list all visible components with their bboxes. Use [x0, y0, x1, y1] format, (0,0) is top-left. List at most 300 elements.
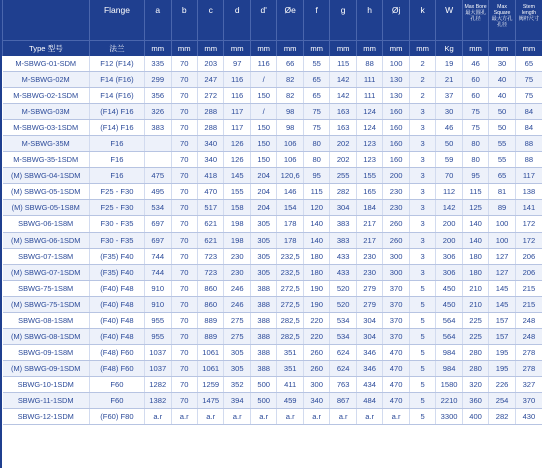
flange-cell: (F48) F60	[89, 360, 144, 376]
value-cell: 889	[197, 328, 223, 344]
value-cell: 306	[436, 264, 462, 280]
table-row	[3, 376, 542, 392]
value-cell: 217	[356, 216, 382, 232]
flange-cell: F60	[89, 376, 144, 392]
table-row	[3, 56, 542, 72]
value-cell: 624	[330, 344, 356, 360]
value-cell: 70	[171, 248, 197, 264]
column-header: b	[171, 0, 197, 41]
value-cell: 70	[171, 104, 197, 120]
unit-header: mm	[330, 41, 356, 57]
value-cell: 356	[145, 88, 171, 104]
column-header: Stem length 阀杆尺寸	[515, 0, 542, 41]
value-cell: 226	[489, 376, 515, 392]
value-cell: 70	[171, 264, 197, 280]
value-cell: 204	[250, 200, 276, 216]
value-cell: 127	[489, 264, 515, 280]
value-cell: 744	[145, 248, 171, 264]
flange-cell: (F40) F48	[89, 328, 144, 344]
value-cell: 55	[489, 136, 515, 152]
table-row	[3, 312, 542, 328]
type-cell: M-SBWG-02-1SDM	[3, 88, 90, 104]
flange-cell: F60	[89, 392, 144, 408]
value-cell: 225	[462, 312, 488, 328]
value-cell: 70	[171, 216, 197, 232]
value-cell: 470	[383, 376, 409, 392]
value-cell: 723	[197, 248, 223, 264]
table-row	[3, 88, 542, 104]
value-cell: 160	[383, 136, 409, 152]
unit-header-row	[3, 41, 542, 57]
value-cell: 46	[436, 120, 462, 136]
value-cell: a.r	[224, 409, 250, 425]
value-cell: 70	[171, 152, 197, 168]
flange-cell: F14 (F16)	[89, 72, 144, 88]
flange-cell: (F48) F60	[89, 344, 144, 360]
value-cell: 50	[436, 136, 462, 152]
value-cell: 288	[197, 104, 223, 120]
value-cell: 3	[409, 184, 435, 200]
type-cell: SBWG-09-1S8M	[3, 344, 90, 360]
value-cell: 202	[330, 136, 356, 152]
table-row	[3, 184, 542, 200]
value-cell: 142	[330, 72, 356, 88]
value-cell: 70	[171, 392, 197, 408]
value-cell: 120,6	[277, 168, 303, 184]
value-cell: 60	[462, 88, 488, 104]
value-cell: 65	[303, 88, 329, 104]
table-row	[3, 104, 542, 120]
value-cell: 75	[303, 104, 329, 120]
value-cell: 40	[489, 72, 515, 88]
value-cell: 248	[515, 312, 542, 328]
value-cell: 370	[383, 328, 409, 344]
value-cell: /	[250, 72, 276, 88]
flange-cell: F30 - F35	[89, 216, 144, 232]
value-cell: 178	[277, 216, 303, 232]
value-cell: 300	[383, 248, 409, 264]
value-cell: a.r	[250, 409, 276, 425]
value-cell: 70	[171, 376, 197, 392]
table-row	[3, 296, 542, 312]
value-cell: 80	[462, 152, 488, 168]
value-cell: 3	[409, 152, 435, 168]
value-cell: 98	[277, 104, 303, 120]
value-cell: 163	[330, 104, 356, 120]
value-cell: 2	[409, 56, 435, 72]
type-cell: (M) SBWG-04-1SDM	[3, 168, 90, 184]
value-cell: 84	[515, 120, 542, 136]
value-cell: 230	[383, 184, 409, 200]
value-cell: 70	[171, 184, 197, 200]
type-cell: M-SBWG-02M	[3, 72, 90, 88]
value-cell: 204	[250, 168, 276, 184]
type-cell: SBWG-07-1S8M	[3, 248, 90, 264]
value-cell: 3300	[436, 409, 462, 425]
value-cell: 470	[383, 344, 409, 360]
unit-header: mm	[303, 41, 329, 57]
table-body	[3, 56, 542, 425]
value-cell: 388	[250, 344, 276, 360]
value-cell: 70	[171, 312, 197, 328]
value-cell: 246	[224, 296, 250, 312]
value-cell: 305	[224, 344, 250, 360]
unit-header: mm	[197, 41, 223, 57]
value-cell: 299	[145, 72, 171, 88]
value-cell: 40	[489, 88, 515, 104]
value-cell: 232,5	[277, 248, 303, 264]
value-cell: 140	[462, 216, 488, 232]
unit-header: mm	[462, 41, 488, 57]
column-header: h	[356, 0, 382, 41]
value-cell: 3	[409, 136, 435, 152]
value-cell: 910	[145, 280, 171, 296]
value-cell: 157	[489, 312, 515, 328]
value-cell: 198	[224, 216, 250, 232]
value-cell: 158	[224, 200, 250, 216]
value-cell: 984	[436, 360, 462, 376]
value-cell: 697	[145, 232, 171, 248]
value-cell: 180	[462, 264, 488, 280]
value-cell: 450	[436, 280, 462, 296]
value-cell: 157	[489, 328, 515, 344]
value-cell: 272	[197, 88, 223, 104]
value-cell: 172	[515, 232, 542, 248]
value-cell: 500	[250, 392, 276, 408]
value-cell: 1061	[197, 360, 223, 376]
value-cell: a.r	[145, 409, 171, 425]
value-cell: 130	[383, 72, 409, 88]
type-cell: M-SBWG-35M	[3, 136, 90, 152]
value-cell: 203	[197, 56, 223, 72]
value-cell: 300	[303, 376, 329, 392]
table-row	[3, 72, 542, 88]
value-cell: 116	[224, 88, 250, 104]
value-cell: 70	[171, 56, 197, 72]
value-cell: 126	[224, 152, 250, 168]
value-cell: 3	[409, 232, 435, 248]
flange-header: 法兰	[89, 41, 144, 57]
value-cell: 202	[330, 152, 356, 168]
value-cell: 1259	[197, 376, 223, 392]
value-cell: 534	[330, 312, 356, 328]
value-cell: 470	[197, 184, 223, 200]
value-cell: 98	[277, 120, 303, 136]
value-cell: 475	[145, 168, 171, 184]
value-cell: 84	[515, 104, 542, 120]
flange-cell: (F14) F16	[89, 120, 144, 136]
value-cell: 106	[277, 152, 303, 168]
value-cell: 59	[436, 152, 462, 168]
value-cell: 206	[515, 264, 542, 280]
value-cell: 117	[515, 168, 542, 184]
unit-header: mm	[409, 41, 435, 57]
value-cell: 160	[383, 120, 409, 136]
flange-cell: (F35) F40	[89, 248, 144, 264]
value-cell: 3	[409, 120, 435, 136]
type-header: Type 型号	[3, 41, 90, 57]
value-cell: 246	[224, 280, 250, 296]
value-cell: 517	[197, 200, 223, 216]
value-cell: 81	[489, 184, 515, 200]
value-cell: 220	[303, 312, 329, 328]
value-cell: 198	[224, 232, 250, 248]
value-cell: 272,5	[277, 280, 303, 296]
value-cell: 1475	[197, 392, 223, 408]
value-cell: 225	[462, 328, 488, 344]
value-cell: 75	[515, 88, 542, 104]
value-cell: 763	[330, 376, 356, 392]
column-header: k	[409, 0, 435, 41]
value-cell: 434	[356, 376, 382, 392]
value-cell: 172	[515, 216, 542, 232]
value-cell: 19	[436, 56, 462, 72]
value-cell: 70	[171, 328, 197, 344]
value-cell: 150	[250, 120, 276, 136]
table-row	[3, 360, 542, 376]
value-cell: 75	[303, 120, 329, 136]
table-row	[3, 392, 542, 408]
value-cell: 744	[145, 264, 171, 280]
table-row	[3, 264, 542, 280]
value-cell: 37	[436, 88, 462, 104]
value-cell: 97	[224, 56, 250, 72]
type-cell: SBWG-06-1S8M	[3, 216, 90, 232]
value-cell: 346	[356, 344, 382, 360]
value-cell: 272,5	[277, 296, 303, 312]
value-cell: 150	[250, 136, 276, 152]
flange-cell: (F35) F40	[89, 264, 144, 280]
type-cell: (M) SBWG-75-1SDM	[3, 296, 90, 312]
value-cell: 206	[515, 248, 542, 264]
value-cell: 247	[197, 72, 223, 88]
value-cell: 127	[489, 248, 515, 264]
value-cell: 140	[462, 232, 488, 248]
value-cell: 70	[171, 280, 197, 296]
type-cell: (M) SBWG-05-1S8M	[3, 200, 90, 216]
table-row	[3, 136, 542, 152]
unit-header: mm	[383, 41, 409, 57]
value-cell: 204	[250, 184, 276, 200]
value-cell: 2	[409, 72, 435, 88]
value-cell: 116	[224, 72, 250, 88]
value-cell: 889	[197, 312, 223, 328]
value-cell: 260	[383, 232, 409, 248]
value-cell: 279	[356, 280, 382, 296]
value-cell: 80	[303, 152, 329, 168]
value-cell: 100	[489, 232, 515, 248]
type-cell: SBWG-12-1SDM	[3, 409, 90, 425]
flange-cell: F16	[89, 136, 144, 152]
value-cell: 180	[303, 248, 329, 264]
column-header: d'	[250, 0, 276, 41]
value-cell: 50	[489, 120, 515, 136]
value-cell: 155	[224, 184, 250, 200]
value-cell: 282	[330, 184, 356, 200]
value-cell: 115	[330, 56, 356, 72]
value-cell: 75	[462, 120, 488, 136]
value-cell: 300	[383, 264, 409, 280]
unit-header: mm	[277, 41, 303, 57]
value-cell: 320	[462, 376, 488, 392]
value-cell: 433	[330, 264, 356, 280]
value-cell: 260	[303, 344, 329, 360]
value-cell: 621	[197, 232, 223, 248]
value-cell: 2	[409, 88, 435, 104]
unit-header: mm	[250, 41, 276, 57]
value-cell: 984	[436, 344, 462, 360]
value-cell: 5	[409, 409, 435, 425]
value-cell: 88	[515, 152, 542, 168]
value-cell: 117	[224, 120, 250, 136]
value-cell: 260	[303, 360, 329, 376]
value-cell: 955	[145, 312, 171, 328]
value-cell: 411	[277, 376, 303, 392]
column-header	[3, 0, 90, 41]
value-cell: 275	[224, 328, 250, 344]
value-cell: 1061	[197, 344, 223, 360]
flange-cell: F16	[89, 152, 144, 168]
value-cell: 88	[515, 136, 542, 152]
value-cell: 248	[515, 328, 542, 344]
value-cell: 5	[409, 328, 435, 344]
type-cell: SBWG-75-1S8M	[3, 280, 90, 296]
flange-cell: F30 - F35	[89, 232, 144, 248]
value-cell: 210	[462, 296, 488, 312]
value-cell: 3	[409, 104, 435, 120]
value-cell: 65	[303, 72, 329, 88]
value-cell: 388	[250, 296, 276, 312]
table-row	[3, 168, 542, 184]
value-cell: 138	[515, 184, 542, 200]
value-cell: 484	[356, 392, 382, 408]
value-cell: 621	[197, 216, 223, 232]
value-cell: 230	[356, 248, 382, 264]
value-cell: 178	[277, 232, 303, 248]
table-row	[3, 120, 542, 136]
dimension-table	[2, 0, 542, 425]
table-row	[3, 152, 542, 168]
value-cell: 388	[250, 328, 276, 344]
flange-cell: F25 - F30	[89, 184, 144, 200]
type-cell: (M) SBWG-06-1SDM	[3, 232, 90, 248]
value-cell: 564	[436, 328, 462, 344]
value-cell: 230	[224, 248, 250, 264]
value-cell: 70	[171, 120, 197, 136]
type-cell: SBWG-11-1SDM	[3, 392, 90, 408]
header-row	[3, 0, 542, 41]
column-header: Øj	[383, 0, 409, 41]
value-cell: 351	[277, 360, 303, 376]
value-cell: 130	[383, 88, 409, 104]
value-cell: 255	[330, 168, 356, 184]
value-cell: 220	[303, 328, 329, 344]
value-cell: 3	[409, 200, 435, 216]
value-cell: 140	[303, 216, 329, 232]
value-cell: 230	[224, 264, 250, 280]
value-cell: 70	[171, 232, 197, 248]
flange-cell: (F40) F48	[89, 296, 144, 312]
unit-header: mm	[224, 41, 250, 57]
value-cell: 3	[409, 168, 435, 184]
value-cell: 2210	[436, 392, 462, 408]
value-cell: 520	[330, 280, 356, 296]
table-row	[3, 409, 542, 425]
value-cell: 142	[330, 88, 356, 104]
value-cell: 70	[171, 360, 197, 376]
value-cell: 1037	[145, 360, 171, 376]
value-cell: 150	[250, 88, 276, 104]
table-row	[3, 248, 542, 264]
table-row	[3, 328, 542, 344]
value-cell: 70	[171, 344, 197, 360]
value-cell: 280	[462, 360, 488, 376]
value-cell: 278	[515, 344, 542, 360]
value-cell: 418	[197, 168, 223, 184]
value-cell: 123	[356, 136, 382, 152]
column-header: Flange	[89, 0, 144, 41]
value-cell: 360	[462, 392, 488, 408]
value-cell: 126	[224, 136, 250, 152]
value-cell: 70	[171, 72, 197, 88]
value-cell: 282,5	[277, 312, 303, 328]
value-cell: 210	[462, 280, 488, 296]
column-header: Max Square 最大方孔 孔径	[489, 0, 515, 41]
value-cell: 115	[303, 184, 329, 200]
value-cell: a.r	[383, 409, 409, 425]
value-cell	[145, 136, 171, 152]
value-cell: 304	[356, 312, 382, 328]
table-row	[3, 216, 542, 232]
value-cell: 160	[383, 104, 409, 120]
value-cell: 195	[489, 360, 515, 376]
value-cell: 70	[171, 168, 197, 184]
value-cell: 120	[303, 200, 329, 216]
value-cell: 5	[409, 296, 435, 312]
type-cell: M-SBWG-03-1SDM	[3, 120, 90, 136]
value-cell: /	[250, 104, 276, 120]
value-cell: 65	[515, 56, 542, 72]
value-cell: 383	[145, 120, 171, 136]
value-cell: 200	[436, 216, 462, 232]
value-cell: 70	[171, 136, 197, 152]
value-cell: a.r	[277, 409, 303, 425]
value-cell: 65	[489, 168, 515, 184]
value-cell: 230	[383, 200, 409, 216]
value-cell: 70	[171, 296, 197, 312]
unit-header: mm	[145, 41, 171, 57]
value-cell: 723	[197, 264, 223, 280]
value-cell: 305	[250, 264, 276, 280]
value-cell: 190	[303, 296, 329, 312]
value-cell: 30	[489, 56, 515, 72]
value-cell: 388	[250, 280, 276, 296]
value-cell: 254	[489, 392, 515, 408]
unit-header: mm	[515, 41, 542, 57]
value-cell: 430	[515, 409, 542, 425]
value-cell: 75	[462, 104, 488, 120]
value-cell: 140	[303, 232, 329, 248]
value-cell: 184	[356, 200, 382, 216]
value-cell: 495	[145, 184, 171, 200]
value-cell: 305	[250, 248, 276, 264]
value-cell: 155	[356, 168, 382, 184]
column-header: c	[197, 0, 223, 41]
value-cell: 5	[409, 376, 435, 392]
unit-header: mm	[171, 41, 197, 57]
value-cell: 306	[436, 248, 462, 264]
type-cell: (M) SBWG-08-1SDM	[3, 328, 90, 344]
